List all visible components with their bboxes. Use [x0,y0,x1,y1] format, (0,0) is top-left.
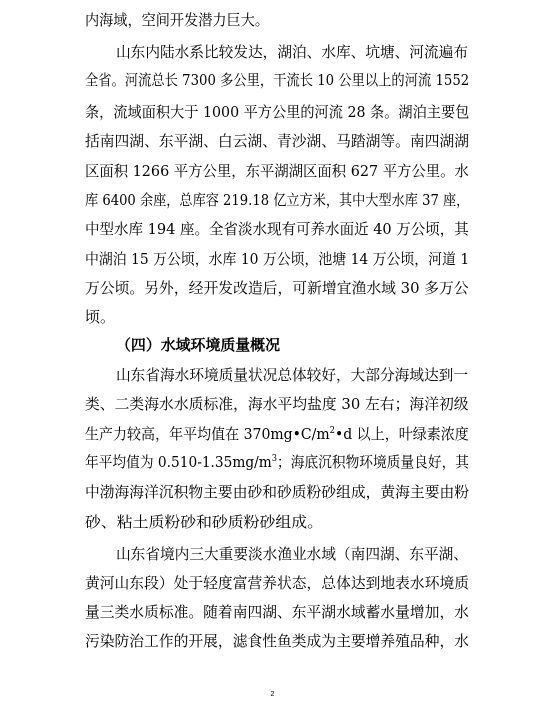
text-segment: 生产力较高，年平均值在 370mg•C/m [85,425,330,443]
section-heading: （四）水域环境质量概况 [116,336,281,354]
text-line: 内海域，空间开发潜力巨大。 [85,11,270,29]
text-segment: ；海底沉积物环境质量良好，其 [277,453,470,471]
text-line: 条，流域面积大于 1000 平方公里的河流 28 条。湖泊主要包 [85,103,470,121]
text-line: 区面积 1266 平方公里，东平湖湖区面积 627 平方公里。水 [85,162,469,180]
text-line: 污染防治工作的开展，滤食性鱼类成为主要增养殖品种，水 [85,632,470,650]
text-line: 中渤海海洋沉积物主要由砂和砂质粉砂组成，黄海主要由粉 [85,483,470,501]
text-line [85,452,469,472]
text-line: 万公顷。另外，经开发改造后，可新增宜渔水域 30 多万公 [85,279,469,297]
text-line: 括南四湖、东平湖、白云湖、青沙湖、马踏湖等。南四湖湖 [85,132,470,150]
text-line: 顷。 [85,308,116,326]
page-number: 2 [270,691,275,698]
text-line: 类、二类海水水质标准，海水平均盐度 30 左右；海洋初级 [85,395,469,413]
text-line: 库 6400 余座，总库容 219.18 亿立方米，其中大型水库 37 座， [85,191,470,209]
text-line: 全省。河流总长 7300 多公里，干流长 10 公里以上的河流 1552 [85,71,470,89]
text-segment: 年平均值为 0.510-1.35mg/m [85,453,272,471]
text-line: 黄河山东段）处于轻度富营养状态，总体达到地表水环境质 [85,574,470,592]
text-line: 中湖泊 15 万公顷，水库 10 万公顷，池塘 14 万公顷，河道 1 [85,250,470,268]
text-line: 量三类水质标准。随着南四湖、东平湖水域蓄水量增加，水 [85,603,470,621]
superscript: 3 [271,454,278,464]
text-line: 山东内陆水系比较发达，湖泊、水库、坑塘、河流遍布 [116,43,469,61]
text-segment: •d 以上，叶绿素浓度 [334,425,469,443]
text-line: 砂、粘土质粉砂和砂质粉砂组成。 [85,513,324,531]
text-line [85,424,469,444]
text-line: 山东省境内三大重要淡水渔业水域（南四湖、东平湖、 [116,545,469,563]
text-line: 山东省海水环境质量状况总体较好，大部分海域达到一 [116,366,469,384]
superscript: 2 [329,426,335,436]
text-line: 中型水库 194 座。全省淡水现有可养水面近 40 万公顷，其 [85,220,469,238]
